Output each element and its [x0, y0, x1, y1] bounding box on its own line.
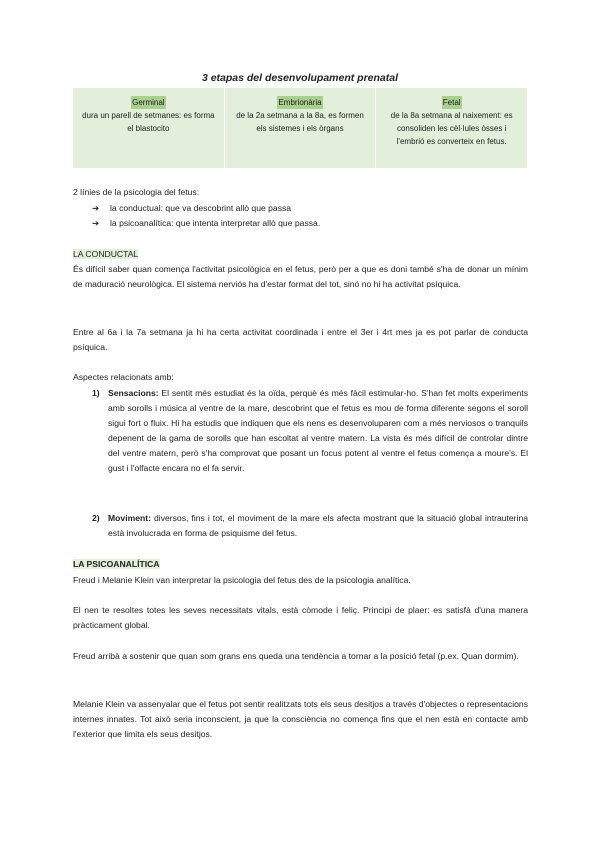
list-item — [92, 216, 320, 230]
numbered-item-moviment — [92, 511, 528, 541]
list-item-text: la psicoanalítica: que intenta interpretar allò que passa. — [110, 218, 321, 228]
document-title: 3 etapas del desenvolupament prenatal — [201, 72, 399, 84]
stage-name: Embrionària — [278, 98, 322, 107]
section-heading-psicoanalitica: LA PSICOANALÍTICA — [73, 559, 160, 569]
paragraph: Freud arribà a sostenir que quan som grans ens queda una tendència a tornar a la posició fetal (p.ex. Quan dormim). — [73, 651, 519, 661]
item-term: Sensacions: — [108, 388, 159, 398]
paragraph: Entre al 6a i la 7a setmana ja hi ha certa activitat coordinada i entre el 3er i 4rt mes ja es pot parlar de conducta psíquica. — [73, 327, 528, 352]
stage-embrionaria — [225, 88, 377, 168]
list-item-text: la conductual: que va descobrint allò que passa — [110, 203, 292, 213]
stage-description: de la 8a setmana al naixement: es consoliden les cèl·lules òsses i l'embrió es converteix en fetus. — [390, 111, 513, 146]
stage-description: de la 2a setmana a la 8a, es formen els sistemes i els òrgans — [236, 111, 364, 133]
stage-fetal — [376, 88, 527, 168]
aspects-intro: Aspectes relacionats amb: — [73, 372, 174, 382]
paragraph: És difícil saber quan comença l'activitat psicològica en el fetus, però per a que es doni també s'ha de donar un mínim de maduració neurològica. El sistema nerviós ha d'estar format del tot, sinó no hi ha activitat psíquica. — [73, 264, 528, 289]
paragraph: El nen te resoltes totes les seves necessitats vitals, està còmode i feliç. Principi de plaer: es satisfà d'una manera pràcticament global. — [73, 605, 528, 630]
stage-germinal — [73, 88, 225, 168]
item-term: Moviment: — [108, 513, 151, 523]
stage-name: Fetal — [442, 98, 461, 107]
lines-intro: 2 línies de la psicologia del fetus: — [73, 187, 200, 197]
item-text: El sentit més estudiat és la oïda, perquè és més fàcil estimular-ho. S'han fet molts experiments amb sorolls i música al ventre de la mare, descobrint que el fetus es mou de forma diferente segons el soroll sigui fort o fluix. Hi ha estudis que indiquen que els nens es desenvoluparen com a més nerviosos o tranquils depenent de la gama de sorolls que han escoltat al ventre matern. La vista és més difícil de controlar dintre del ventre matern, però s'ha comprovat que posant un focus potent al ventre el fetus comença a moure's. El gust i l'olfacte encara no el fa servir. — [108, 388, 528, 473]
list-item — [92, 201, 291, 215]
arrow-right-icon: ➔ — [92, 218, 100, 228]
item-text: diversos, fins i tot, el moviment de la mare els afecta mostrant que la situació global intrauterina està involucrada en forma de psiquisme del fetus. — [108, 513, 528, 538]
stage-name: Germinal — [132, 98, 165, 107]
paragraph: Freud i Melanie Klein van interpretar la psicologia del fetus des de la psicologia analítica. — [73, 575, 411, 585]
numbered-item-sensacions — [92, 386, 528, 476]
stage-description: dura un parell de setmanes: es forma el blastocito — [82, 111, 215, 133]
stages-table — [73, 88, 527, 168]
item-number: 2) — [92, 513, 100, 523]
item-number: 1) — [92, 388, 100, 398]
section-heading-conductual: LA CONDUCTAL — [73, 249, 139, 259]
paragraph: Melanie Klein va assenyalar que el fetus pot sentir realitzats tots els seus desitjos a través d'objectes o representacions internes innates. Tot això seria inconscient, ja que la consciència no comença fins que el nen està en contacte amb l'exterior que limita els seus desitjos. — [73, 699, 528, 739]
arrow-right-icon: ➔ — [92, 203, 100, 213]
